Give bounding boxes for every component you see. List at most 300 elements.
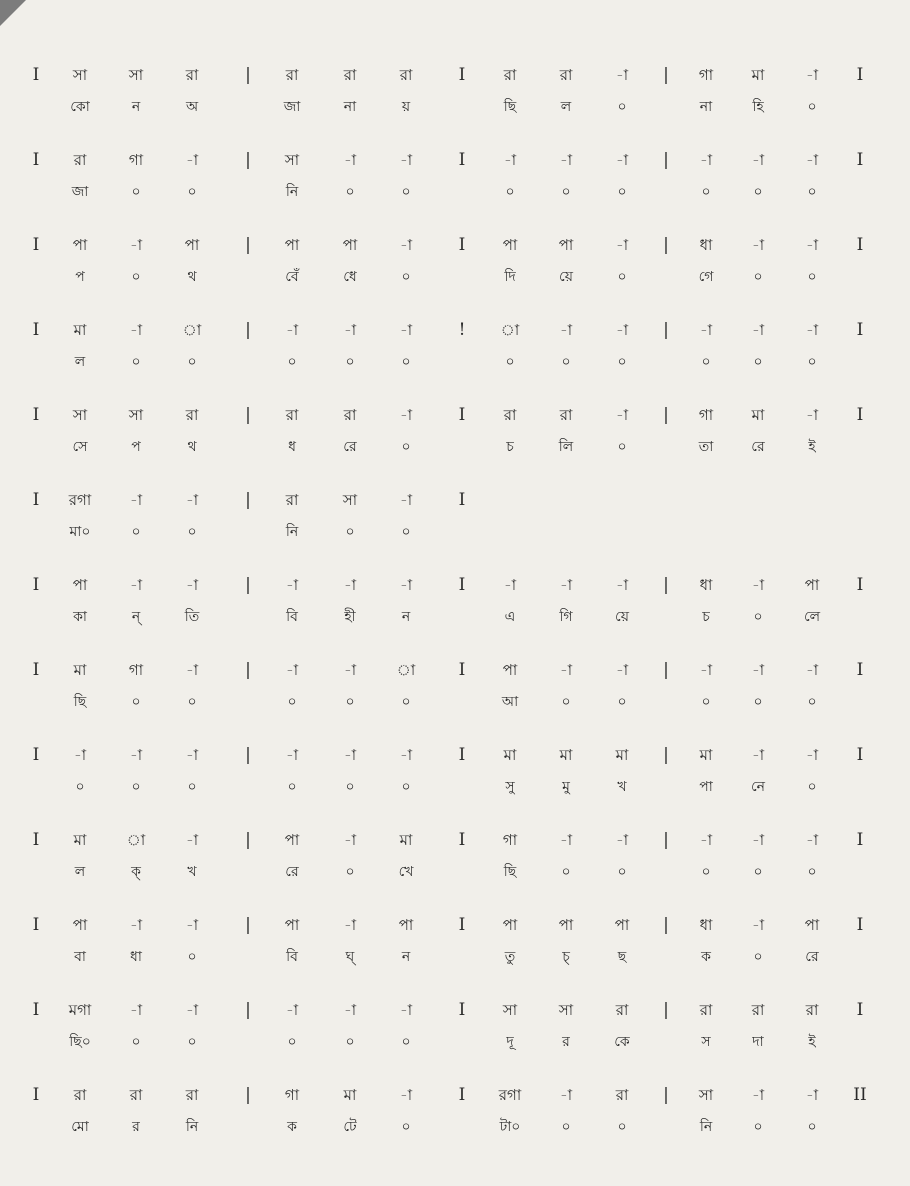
lyric-syllable: রে — [751, 439, 765, 455]
lyric-syllable: ০ — [187, 779, 197, 795]
lyric-syllable: রে — [343, 439, 357, 455]
swara-note: -া — [615, 321, 629, 339]
bar-line: I — [856, 915, 864, 935]
lyric-syllable: খ — [617, 779, 627, 795]
bar-line: I — [856, 65, 864, 85]
lyric-syllable: তি — [184, 609, 200, 625]
lyric-syllable: ০ — [701, 694, 711, 710]
lyric-syllable: বি — [286, 609, 298, 625]
lyric-syllable: রে — [805, 949, 819, 965]
lyric-syllable: ন — [131, 99, 141, 115]
swara-note: -া — [559, 831, 573, 849]
bar-line: I — [32, 235, 40, 255]
lyric-syllable: নি — [285, 524, 299, 540]
swara-note: গা — [502, 831, 518, 849]
lyric-syllable: ০ — [561, 694, 571, 710]
swara-note: মা — [73, 831, 87, 849]
swara-note: রা — [503, 406, 517, 424]
lyric-syllable: লি — [558, 439, 574, 455]
lyric-syllable: ০ — [401, 1034, 411, 1050]
lyric-syllable: ০ — [345, 864, 355, 880]
swara-note: পা — [284, 236, 300, 254]
swara-note: -া — [805, 1086, 819, 1104]
swara-note: -া — [185, 151, 199, 169]
lyric-syllable: দূ — [506, 1034, 514, 1050]
swara-note: -া — [285, 321, 299, 339]
swara-note: -া — [399, 406, 413, 424]
swara-row — [0, 147, 910, 173]
swara-note: রা — [185, 406, 199, 424]
lyric-syllable: মো — [71, 1119, 89, 1135]
bar-line: I — [856, 320, 864, 340]
swara-note: পা — [614, 916, 630, 934]
lyric-syllable: ঘ্ — [345, 949, 355, 965]
lyric-syllable: ০ — [187, 694, 197, 710]
swara-note: পা — [502, 916, 518, 934]
lyric-syllable: ০ — [753, 864, 763, 880]
swara-note: সা — [698, 1086, 714, 1104]
lyric-syllable: এ — [504, 609, 516, 625]
swara-row — [0, 1082, 910, 1108]
lyric-syllable: ০ — [617, 184, 627, 200]
lyric-row — [0, 264, 910, 290]
lyric-syllable: ০ — [753, 609, 763, 625]
lyric-syllable: ০ — [505, 184, 515, 200]
swara-note: পা — [502, 236, 518, 254]
lyric-syllable: ০ — [131, 354, 141, 370]
lyric-row — [0, 859, 910, 885]
swara-note: ধা — [699, 236, 713, 254]
lyric-syllable: কো — [70, 99, 90, 115]
lyric-row — [0, 519, 910, 545]
swara-note: ধা — [699, 916, 713, 934]
swara-note: -া — [699, 321, 713, 339]
lyric-syllable: কে — [614, 1034, 630, 1050]
lyric-syllable: ০ — [701, 354, 711, 370]
swara-note: মা — [343, 1086, 357, 1104]
bar-line: I — [856, 1000, 864, 1020]
bar-line: | — [245, 65, 251, 85]
swara-note: -া — [805, 661, 819, 679]
lyric-syllable: ০ — [187, 354, 197, 370]
swara-note: -া — [343, 321, 357, 339]
swara-note: গা — [284, 1086, 300, 1104]
swara-row — [0, 402, 910, 428]
swara-note: -া — [751, 236, 765, 254]
swara-note: সা — [284, 151, 300, 169]
swara-note: রা — [805, 1001, 819, 1019]
swara-note: রা — [615, 1086, 629, 1104]
lyric-syllable: ০ — [401, 269, 411, 285]
lyric-syllable: বা — [74, 949, 86, 965]
swara-note: -া — [615, 66, 629, 84]
swara-note: -া — [503, 151, 517, 169]
swara-note: পা — [72, 576, 88, 594]
bar-line: I — [458, 575, 466, 595]
bar-line: | — [663, 320, 669, 340]
bar-line: | — [245, 915, 251, 935]
swara-note: -া — [185, 661, 199, 679]
lyric-syllable: ন — [401, 609, 411, 625]
swara-note: -া — [343, 831, 357, 849]
lyric-syllable: ০ — [187, 524, 197, 540]
lyric-syllable: ০ — [345, 779, 355, 795]
bar-line: | — [245, 320, 251, 340]
swara-note: -া — [399, 491, 413, 509]
swara-note: -া — [615, 406, 629, 424]
lyric-syllable: থ — [187, 439, 197, 455]
lyric-syllable: দা — [752, 1034, 764, 1050]
swara-row — [0, 62, 910, 88]
lyric-syllable: র — [562, 1034, 570, 1050]
lyric-syllable: কা — [73, 609, 87, 625]
lyric-syllable: স — [701, 1034, 711, 1050]
swara-note: মা — [503, 746, 517, 764]
swara-note: রা — [185, 1086, 199, 1104]
lyric-syllable: ক্ — [131, 864, 141, 880]
swara-note: মা — [73, 661, 87, 679]
swara-note: -া — [615, 236, 629, 254]
swara-note: -া — [805, 831, 819, 849]
lyric-syllable: মু — [562, 779, 570, 795]
swara-note: -া — [185, 1001, 199, 1019]
bar-line: I — [856, 235, 864, 255]
lyric-syllable: হী — [344, 609, 356, 625]
swara-note: -া — [343, 661, 357, 679]
swara-note: পা — [284, 916, 300, 934]
swara-note: া — [182, 321, 202, 339]
lyric-syllable: ০ — [131, 694, 141, 710]
bar-line: I — [32, 830, 40, 850]
swara-note: -া — [185, 746, 199, 764]
bar-line: | — [663, 235, 669, 255]
lyric-row — [0, 774, 910, 800]
lyric-syllable: প — [75, 269, 85, 285]
lyric-syllable: য়ে — [615, 609, 629, 625]
lyric-syllable: ০ — [807, 1119, 817, 1135]
lyric-syllable: ০ — [807, 779, 817, 795]
lyric-syllable: র — [132, 1119, 140, 1135]
lyric-syllable: জা — [71, 184, 89, 200]
swara-note: -া — [751, 151, 765, 169]
swara-note: -া — [805, 321, 819, 339]
swara-note: -া — [751, 1086, 765, 1104]
lyric-syllable: ০ — [807, 184, 817, 200]
swara-note: গা — [128, 661, 144, 679]
bar-line: I — [856, 830, 864, 850]
bar-line: | — [245, 575, 251, 595]
swara-note: পা — [342, 236, 358, 254]
swara-note: রা — [73, 151, 87, 169]
lyric-syllable: না — [343, 99, 357, 115]
lyric-syllable: য়ে — [559, 269, 573, 285]
lyric-syllable: ক — [701, 949, 711, 965]
lyric-syllable: ০ — [401, 184, 411, 200]
swara-row — [0, 827, 910, 853]
swara-note: -া — [699, 661, 713, 679]
lyric-syllable: ল — [560, 99, 572, 115]
lyric-syllable: ল — [74, 864, 86, 880]
lyric-syllable: ০ — [345, 1034, 355, 1050]
swara-note: -া — [285, 746, 299, 764]
lyric-syllable: ধে — [343, 269, 357, 285]
lyric-syllable: পা — [699, 779, 713, 795]
swara-note: -া — [129, 236, 143, 254]
swara-note: -া — [805, 746, 819, 764]
swara-note: -া — [615, 151, 629, 169]
lyric-syllable: ০ — [617, 694, 627, 710]
lyric-row — [0, 179, 910, 205]
lyric-syllable: ক — [287, 1119, 297, 1135]
swara-note: -া — [615, 831, 629, 849]
swara-note: -া — [751, 321, 765, 339]
swara-note: রা — [285, 406, 299, 424]
swara-note: -া — [751, 661, 765, 679]
bar-line: | — [663, 1085, 669, 1105]
lyric-row — [0, 944, 910, 970]
lyric-syllable: নে — [750, 779, 766, 795]
swara-note: -া — [399, 576, 413, 594]
swara-note: -া — [343, 151, 357, 169]
swara-note: -া — [805, 66, 819, 84]
bar-line: II — [853, 1085, 867, 1105]
swara-note: রা — [129, 1086, 143, 1104]
lyric-syllable: মা০ — [69, 524, 91, 540]
swara-note: -া — [185, 916, 199, 934]
lyric-syllable: ০ — [401, 354, 411, 370]
lyric-syllable: খে — [398, 864, 414, 880]
lyric-syllable: ছি — [73, 694, 87, 710]
lyric-syllable: সু — [505, 779, 515, 795]
bar-line: I — [856, 405, 864, 425]
lyric-syllable: ০ — [753, 354, 763, 370]
swara-note: -া — [185, 831, 199, 849]
bar-line: I — [458, 490, 466, 510]
lyric-syllable: ০ — [131, 524, 141, 540]
bar-line: | — [245, 660, 251, 680]
bar-line: | — [245, 150, 251, 170]
lyric-syllable: ধ — [288, 439, 296, 455]
bar-line: I — [32, 320, 40, 340]
swara-note: রা — [503, 66, 517, 84]
swara-note: রা — [285, 491, 299, 509]
lyric-syllable: সে — [72, 439, 88, 455]
swara-note: -া — [751, 746, 765, 764]
bar-line: I — [32, 1000, 40, 1020]
swara-note: রা — [185, 66, 199, 84]
lyric-syllable: ০ — [701, 184, 711, 200]
bar-line: I — [458, 745, 466, 765]
bar-line: I — [32, 575, 40, 595]
swara-note: সা — [72, 66, 88, 84]
swara-note: সা — [342, 491, 358, 509]
swara-note: সা — [72, 406, 88, 424]
bar-line: I — [32, 405, 40, 425]
swara-note: -া — [285, 661, 299, 679]
lyric-syllable: ০ — [701, 864, 711, 880]
bar-line: I — [458, 405, 466, 425]
swara-note: -া — [615, 576, 629, 594]
swara-note: রা — [699, 1001, 713, 1019]
bar-line: I — [32, 660, 40, 680]
bar-line: I — [856, 150, 864, 170]
lyric-syllable: দি — [504, 269, 516, 285]
bar-line: I — [458, 1085, 466, 1105]
swara-note: -া — [343, 916, 357, 934]
swara-row — [0, 742, 910, 768]
lyric-row — [0, 1114, 910, 1140]
swara-note: সা — [128, 406, 144, 424]
swara-note: -া — [185, 576, 199, 594]
bar-line: | — [245, 235, 251, 255]
bar-line: I — [856, 575, 864, 595]
swara-note: মা — [751, 66, 765, 84]
swara-note: -া — [751, 916, 765, 934]
bar-line: | — [663, 660, 669, 680]
lyric-syllable: ছি০ — [69, 1034, 91, 1050]
bar-line: | — [663, 65, 669, 85]
lyric-syllable: ০ — [287, 1034, 297, 1050]
swara-note: -া — [129, 1001, 143, 1019]
lyric-syllable: নি — [185, 1119, 199, 1135]
swara-note: -া — [751, 831, 765, 849]
swara-note: -া — [399, 236, 413, 254]
bar-line: I — [458, 150, 466, 170]
swara-note: রা — [285, 66, 299, 84]
lyric-syllable: ০ — [401, 524, 411, 540]
swara-note: রা — [559, 406, 573, 424]
lyric-syllable: ০ — [753, 949, 763, 965]
swara-note: -া — [559, 661, 573, 679]
swara-note: পা — [502, 661, 518, 679]
swara-note: পা — [558, 236, 574, 254]
swara-note: রা — [559, 66, 573, 84]
swara-note: -া — [615, 661, 629, 679]
swara-note: -া — [185, 491, 199, 509]
bar-line: I — [856, 745, 864, 765]
swara-note: -া — [399, 1086, 413, 1104]
lyric-syllable: ন — [401, 949, 411, 965]
lyric-syllable: ০ — [401, 694, 411, 710]
lyric-syllable: টে — [343, 1119, 357, 1135]
bar-line: I — [856, 660, 864, 680]
lyric-syllable: গি — [559, 609, 573, 625]
lyric-row — [0, 604, 910, 630]
swara-note: -া — [285, 576, 299, 594]
swara-note: মা — [559, 746, 573, 764]
lyric-syllable: জা — [283, 99, 301, 115]
lyric-syllable: ০ — [287, 694, 297, 710]
swara-note: মগা — [68, 1001, 92, 1019]
lyric-syllable: ০ — [561, 184, 571, 200]
lyric-syllable: ০ — [187, 1034, 197, 1050]
swara-note: -া — [343, 746, 357, 764]
swara-note: রা — [751, 1001, 765, 1019]
swara-note: পা — [72, 916, 88, 934]
lyric-syllable: ০ — [131, 779, 141, 795]
bar-line: I — [32, 1085, 40, 1105]
swara-note: া — [396, 661, 416, 679]
swara-note: -া — [559, 321, 573, 339]
swara-note: -া — [285, 1001, 299, 1019]
bar-line: | — [663, 150, 669, 170]
swara-note: -া — [129, 916, 143, 934]
swara-row — [0, 912, 910, 938]
swara-note: -া — [129, 576, 143, 594]
swara-row — [0, 572, 910, 598]
swara-note: পা — [558, 916, 574, 934]
lyric-syllable: নি — [285, 184, 299, 200]
bar-line: | — [245, 745, 251, 765]
lyric-syllable: ল — [74, 354, 86, 370]
lyric-syllable: ০ — [401, 439, 411, 455]
lyric-syllable: ছি — [503, 864, 517, 880]
lyric-syllable: রে — [285, 864, 299, 880]
swara-note: -া — [399, 151, 413, 169]
swara-note: মা — [73, 321, 87, 339]
swara-note: পা — [804, 916, 820, 934]
lyric-syllable: ০ — [401, 1119, 411, 1135]
swara-note: রা — [343, 66, 357, 84]
lyric-syllable: ০ — [807, 269, 817, 285]
lyric-syllable: ০ — [807, 864, 817, 880]
bar-line: | — [663, 1000, 669, 1020]
swara-note: -া — [503, 576, 517, 594]
swara-note: রা — [399, 66, 413, 84]
swara-row — [0, 657, 910, 683]
swara-note: মা — [399, 831, 413, 849]
lyric-syllable: না — [699, 99, 713, 115]
lyric-syllable: ০ — [753, 184, 763, 200]
swara-note: রগা — [68, 491, 92, 509]
lyric-syllable: ০ — [617, 439, 627, 455]
lyric-syllable: ০ — [187, 949, 197, 965]
lyric-syllable: লে — [803, 609, 821, 625]
swara-note: রা — [343, 406, 357, 424]
swara-note: -া — [399, 321, 413, 339]
lyric-syllable: নি — [699, 1119, 713, 1135]
lyric-syllable: বেঁ — [285, 269, 299, 285]
swara-note: -া — [751, 576, 765, 594]
bar-line: | — [245, 1000, 251, 1020]
swara-note: মা — [751, 406, 765, 424]
lyric-syllable: য় — [401, 99, 411, 115]
bar-line: I — [32, 65, 40, 85]
swara-note: ধা — [699, 576, 713, 594]
swara-note: া — [500, 321, 520, 339]
bar-line: | — [663, 745, 669, 765]
bar-line: I — [458, 235, 466, 255]
lyric-syllable: চ্ — [562, 949, 570, 965]
lyric-row — [0, 94, 910, 120]
swara-note: -া — [559, 1086, 573, 1104]
lyric-syllable: গে — [698, 269, 714, 285]
lyric-syllable: ০ — [807, 99, 817, 115]
lyric-syllable: ই — [808, 1034, 816, 1050]
lyric-syllable: ই — [808, 439, 816, 455]
swara-note: মা — [615, 746, 629, 764]
lyric-syllable: থ — [187, 269, 197, 285]
swara-note: গা — [698, 66, 714, 84]
swara-note: -া — [129, 321, 143, 339]
lyric-syllable: চ — [506, 439, 514, 455]
lyric-syllable: ০ — [617, 99, 627, 115]
bar-line: | — [663, 830, 669, 850]
lyric-syllable: ০ — [401, 779, 411, 795]
bar-line: I — [32, 490, 40, 510]
lyric-syllable: ০ — [561, 864, 571, 880]
swara-row — [0, 232, 910, 258]
